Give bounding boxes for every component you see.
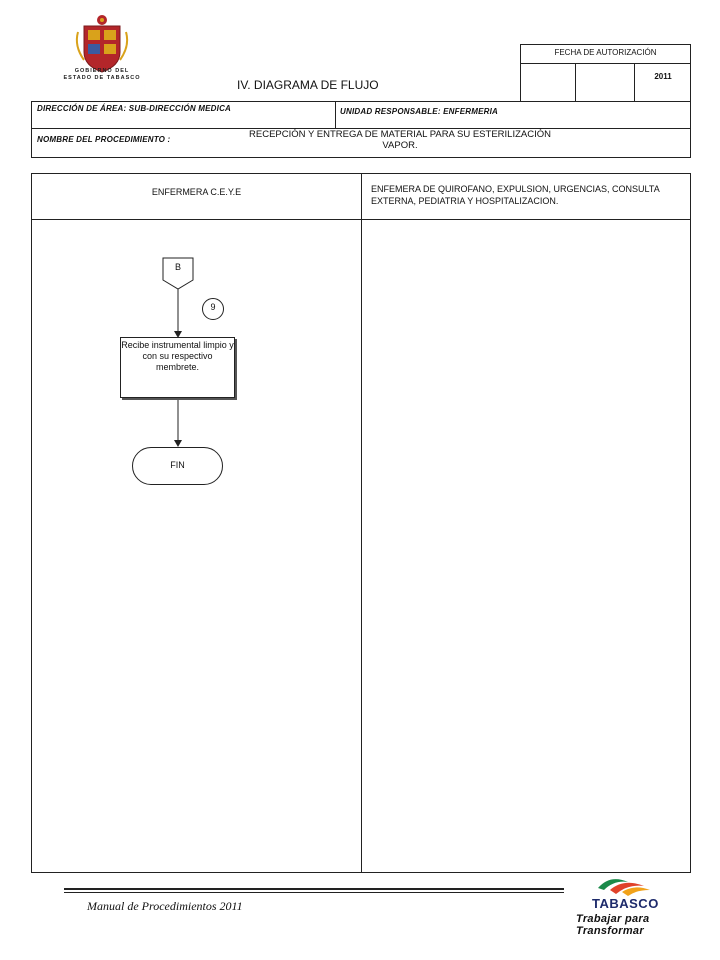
authorization-year: 2011 [654, 72, 672, 81]
area-label: DIRECCIÓN DE ÁREA: SUB-DIRECCIÓN MEDICA [37, 104, 232, 113]
tabasco-brand-name: TABASCO [592, 896, 659, 911]
arrowhead-end [174, 440, 182, 447]
lane-title-ceye-nurse: ENFERMERA C.E.Y.E [151, 187, 242, 197]
footer-rule-thin [64, 892, 564, 893]
step-number: 9 [210, 302, 216, 312]
document-title: IV. DIAGRAMA DE FLUJO [237, 78, 379, 92]
responsible-unit-label: UNIDAD RESPONSABLE: ENFERMERIA [340, 107, 499, 116]
process-text: Recibe instrumental limpio y con su respectivo membrete. [121, 340, 234, 372]
end-label: FIN [170, 460, 185, 470]
procedure-name-label: NOMBRE DEL PROCEDIMIENTO : [37, 135, 171, 144]
footer-rule-thick [64, 888, 564, 890]
manual-footer-text: Manual de Procedimientos 2011 [87, 899, 243, 913]
lane-title-area-nurses: ENFEMERA DE QUIROFANO, EXPULSION, URGENCIAS, CONSULTA EXTERNA, PEDIATRIA Y HOSPITALIZACION. [371, 184, 660, 206]
logo-caption: GOBIERNO DEL ESTADO DE TABASCO [63, 68, 141, 81]
procedure-name: RECEPCIÓN Y ENTREGA DE MATERIAL PARA SU ESTERILIZACIÓN VAPOR. [249, 129, 551, 151]
connector-label: B [174, 262, 181, 272]
brand-slogan: Trabajar para Transformar [576, 913, 650, 937]
authorization-date-label: FECHA DE AUTORIZACIÓN [554, 48, 657, 57]
